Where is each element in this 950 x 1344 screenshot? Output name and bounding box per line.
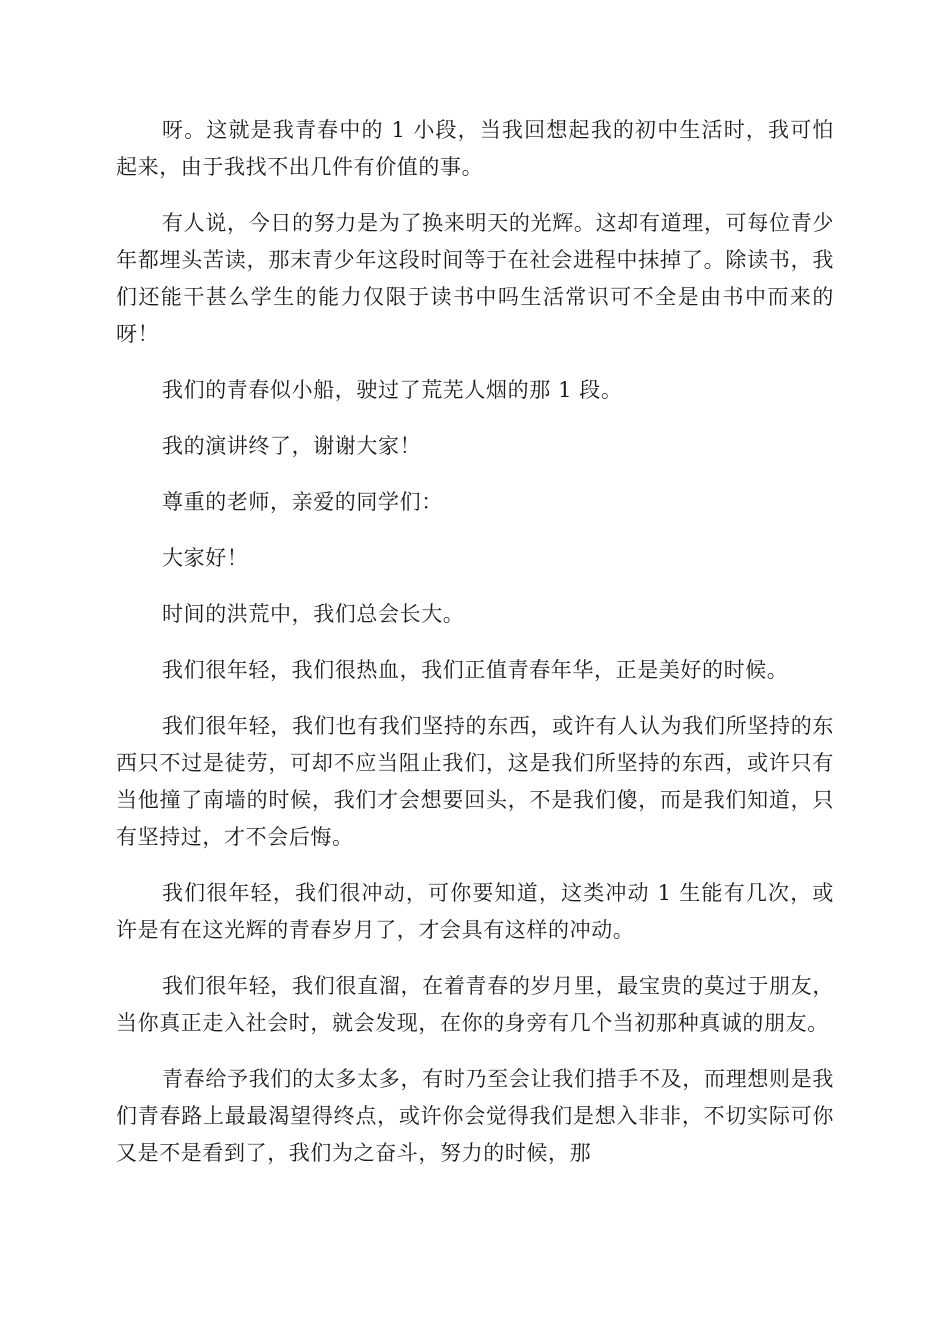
paragraph: 我们很年轻，我们很冲动，可你要知道，这类冲动 1 生能有几次，或许是有在这光辉的青春岁月了，才会具有这样的冲动。 (116, 881, 834, 942)
paragraph: 大家好！ (162, 546, 249, 570)
paragraph: 我们很年轻，我们很热血，我们正值青春年华，正是美好的时候。 (162, 658, 789, 682)
paragraph: 尊重的老师，亲爱的同学们： (162, 490, 443, 514)
paragraph: 我们的青春似小船，驶过了荒芜人烟的那 1 段。 (162, 378, 623, 402)
paragraph: 青春给予我们的太多太多，有时乃至会让我们措手不及，而理想则是我们青春路上最最渴望得终点，或许你会觉得我们是想入非非，不切实际可你又是不是看到了，我们为之奋斗，努力的时候，那 (116, 1067, 834, 1165)
paragraph: 有人说，今日的努力是为了换来明天的光辉。这却有道理，可每位青少年都埋头苦读，那末青少年这段时间等于在社会进程中抹掉了。除读书，我们还能干甚么学生的能力仅限于读书中吗生活常识可不全是由书中而来的呀！ (116, 211, 834, 346)
paragraph: 我们很年轻，我们也有我们坚持的东西，或许有人认为我们所坚持的东西只不过是徒劳，可却不应当阻止我们，这是我们所坚持的东西，或许只有当他撞了南墙的时候，我们才会想要回头，不是我们傻，而是我们知道，只有坚持过，才不会后悔。 (116, 714, 834, 849)
document-body (116, 112, 834, 1191)
paragraph: 呀。这就是我青春中的 1 小段，当我回想起我的初中生活时，我可怕起来，由于我找不出几件有价值的事。 (116, 118, 834, 179)
paragraph: 时间的洪荒中，我们总会长大。 (162, 602, 465, 626)
paragraph: 我们很年轻，我们很直溜，在着青春的岁月里，最宝贵的莫过于朋友，当你真正走入社会时，就会发现，在你的身旁有几个当初那种真诚的朋友。 (116, 974, 834, 1035)
paragraph: 我的演讲终了，谢谢大家！ (162, 434, 422, 458)
